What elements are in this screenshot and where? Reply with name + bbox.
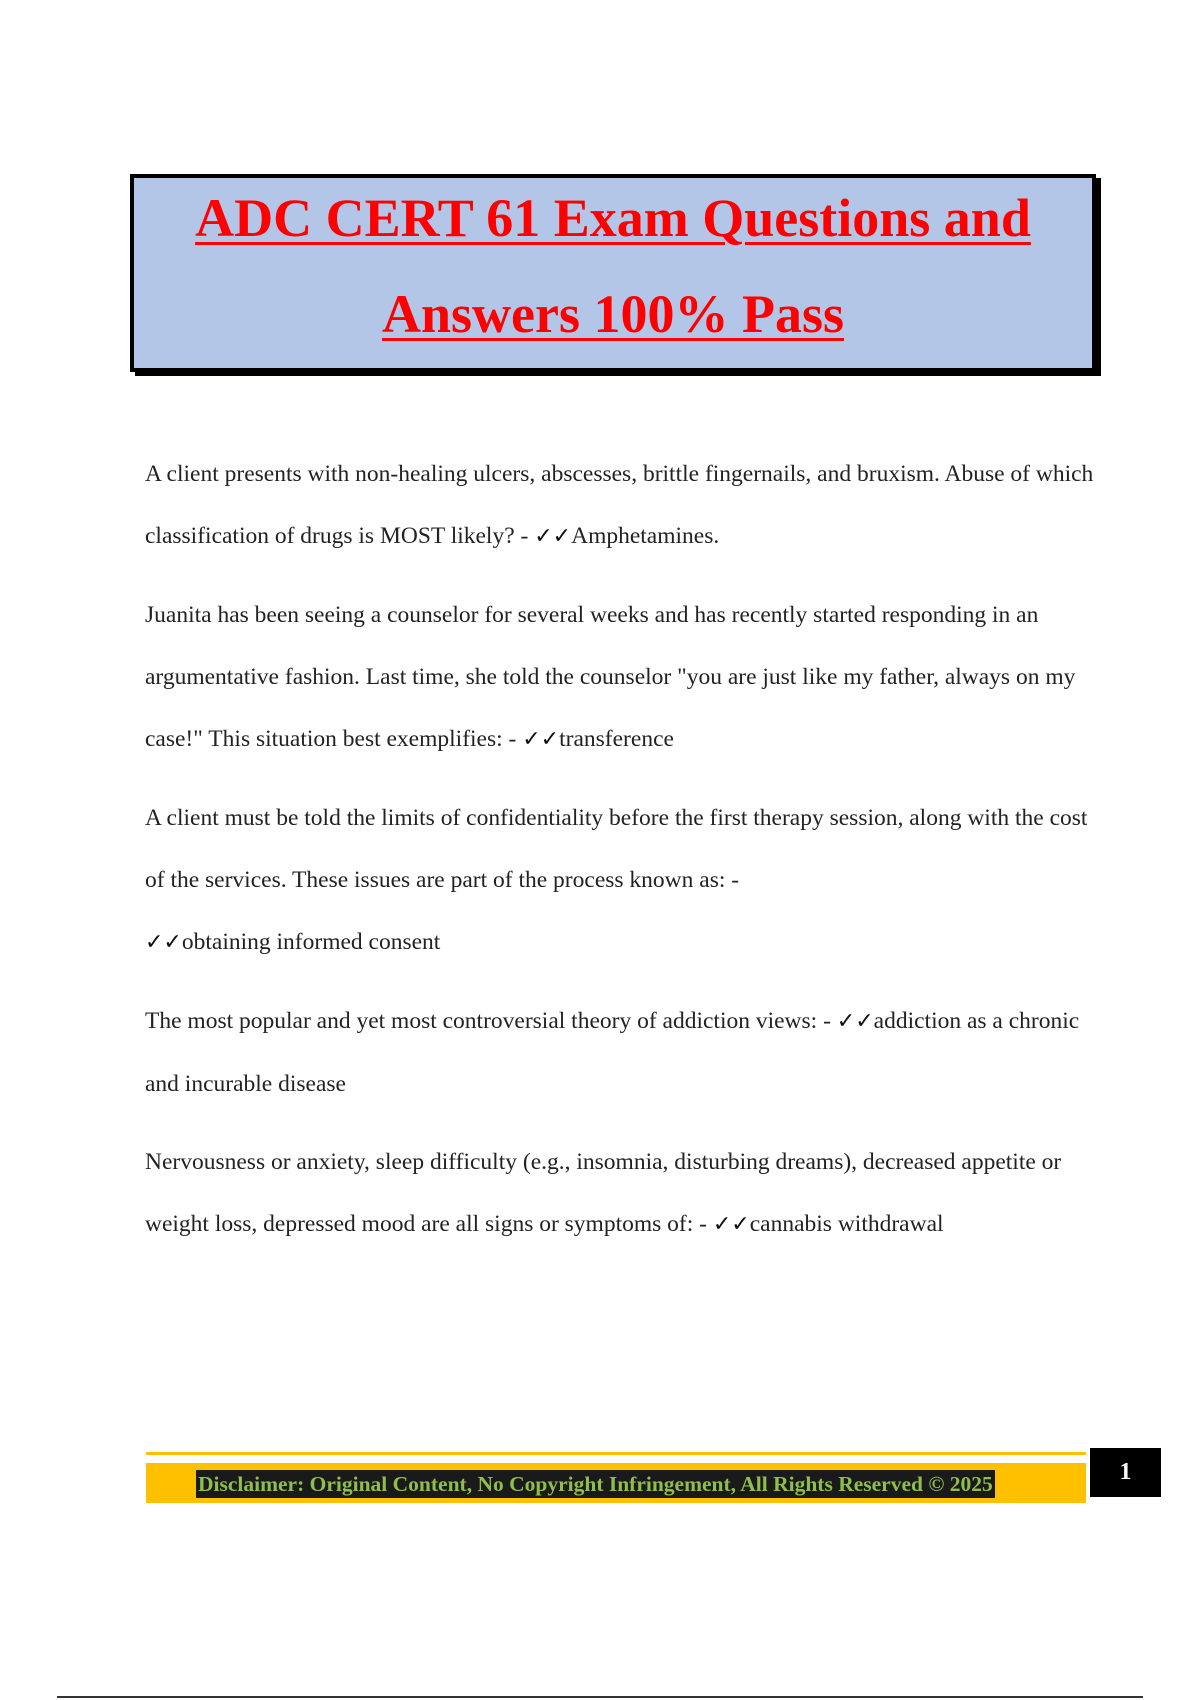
question-text: The most popular and yet most controversial theory of addiction views: - (145, 1008, 837, 1034)
footer-disclaimer: Disclaimer: Original Content, No Copyright Infringement, All Rights Reserved © 2025 (198, 1472, 993, 1496)
page-bottom-divider (57, 1696, 1143, 1698)
question-text: Juanita has been seeing a counselor for several weeks and has recently started responding in an argumentative fashion. Last time, she told the counselor "you are just like my father, always on my case!" This situation best exemplifies: - (145, 602, 1076, 752)
qa-item (145, 1131, 1105, 1256)
qa-item (145, 990, 1105, 1115)
qa-list (145, 443, 1105, 1272)
document-title-line-1: ADC CERT 61 Exam Questions and (195, 188, 1031, 248)
answer-text: cannabis withdrawal (749, 1211, 944, 1237)
double-check-icon: ✓✓ (836, 1009, 874, 1034)
title-box (130, 174, 1096, 372)
qa-item (145, 443, 1105, 568)
answer-text: Amphetamines. (571, 523, 720, 549)
question-text: A client presents with non-healing ulcers, abscesses, brittle fingernails, and bruxism. Abuse of which classification of drugs is MOST likely? - (145, 461, 1094, 549)
double-check-icon: ✓✓ (712, 1212, 750, 1237)
answer-text: transference (559, 726, 674, 752)
question-text: A client must be told the limits of confidentiality before the first therapy session, along with the cost of the services. These issues are part of the process known as: - (145, 805, 1088, 893)
page-number: 1 (1090, 1448, 1161, 1497)
answer-text: obtaining informed consent (181, 929, 441, 955)
double-check-icon: ✓✓ (522, 727, 560, 752)
qa-item (145, 584, 1105, 771)
question-text: Nervousness or anxiety, sleep difficulty (e.g., insomnia, disturbing dreams), decreased appetite or weight loss, depressed mood are all signs or symptoms of: - (145, 1149, 1062, 1237)
footer-divider (146, 1452, 1086, 1455)
qa-item (145, 787, 1105, 974)
double-check-icon: ✓✓ (534, 524, 572, 549)
answer-text: addiction as a chronic and incurable disease (145, 1008, 1080, 1097)
document-title-line-2: Answers 100% Pass (381, 284, 844, 344)
double-check-icon: ✓✓ (145, 930, 182, 955)
